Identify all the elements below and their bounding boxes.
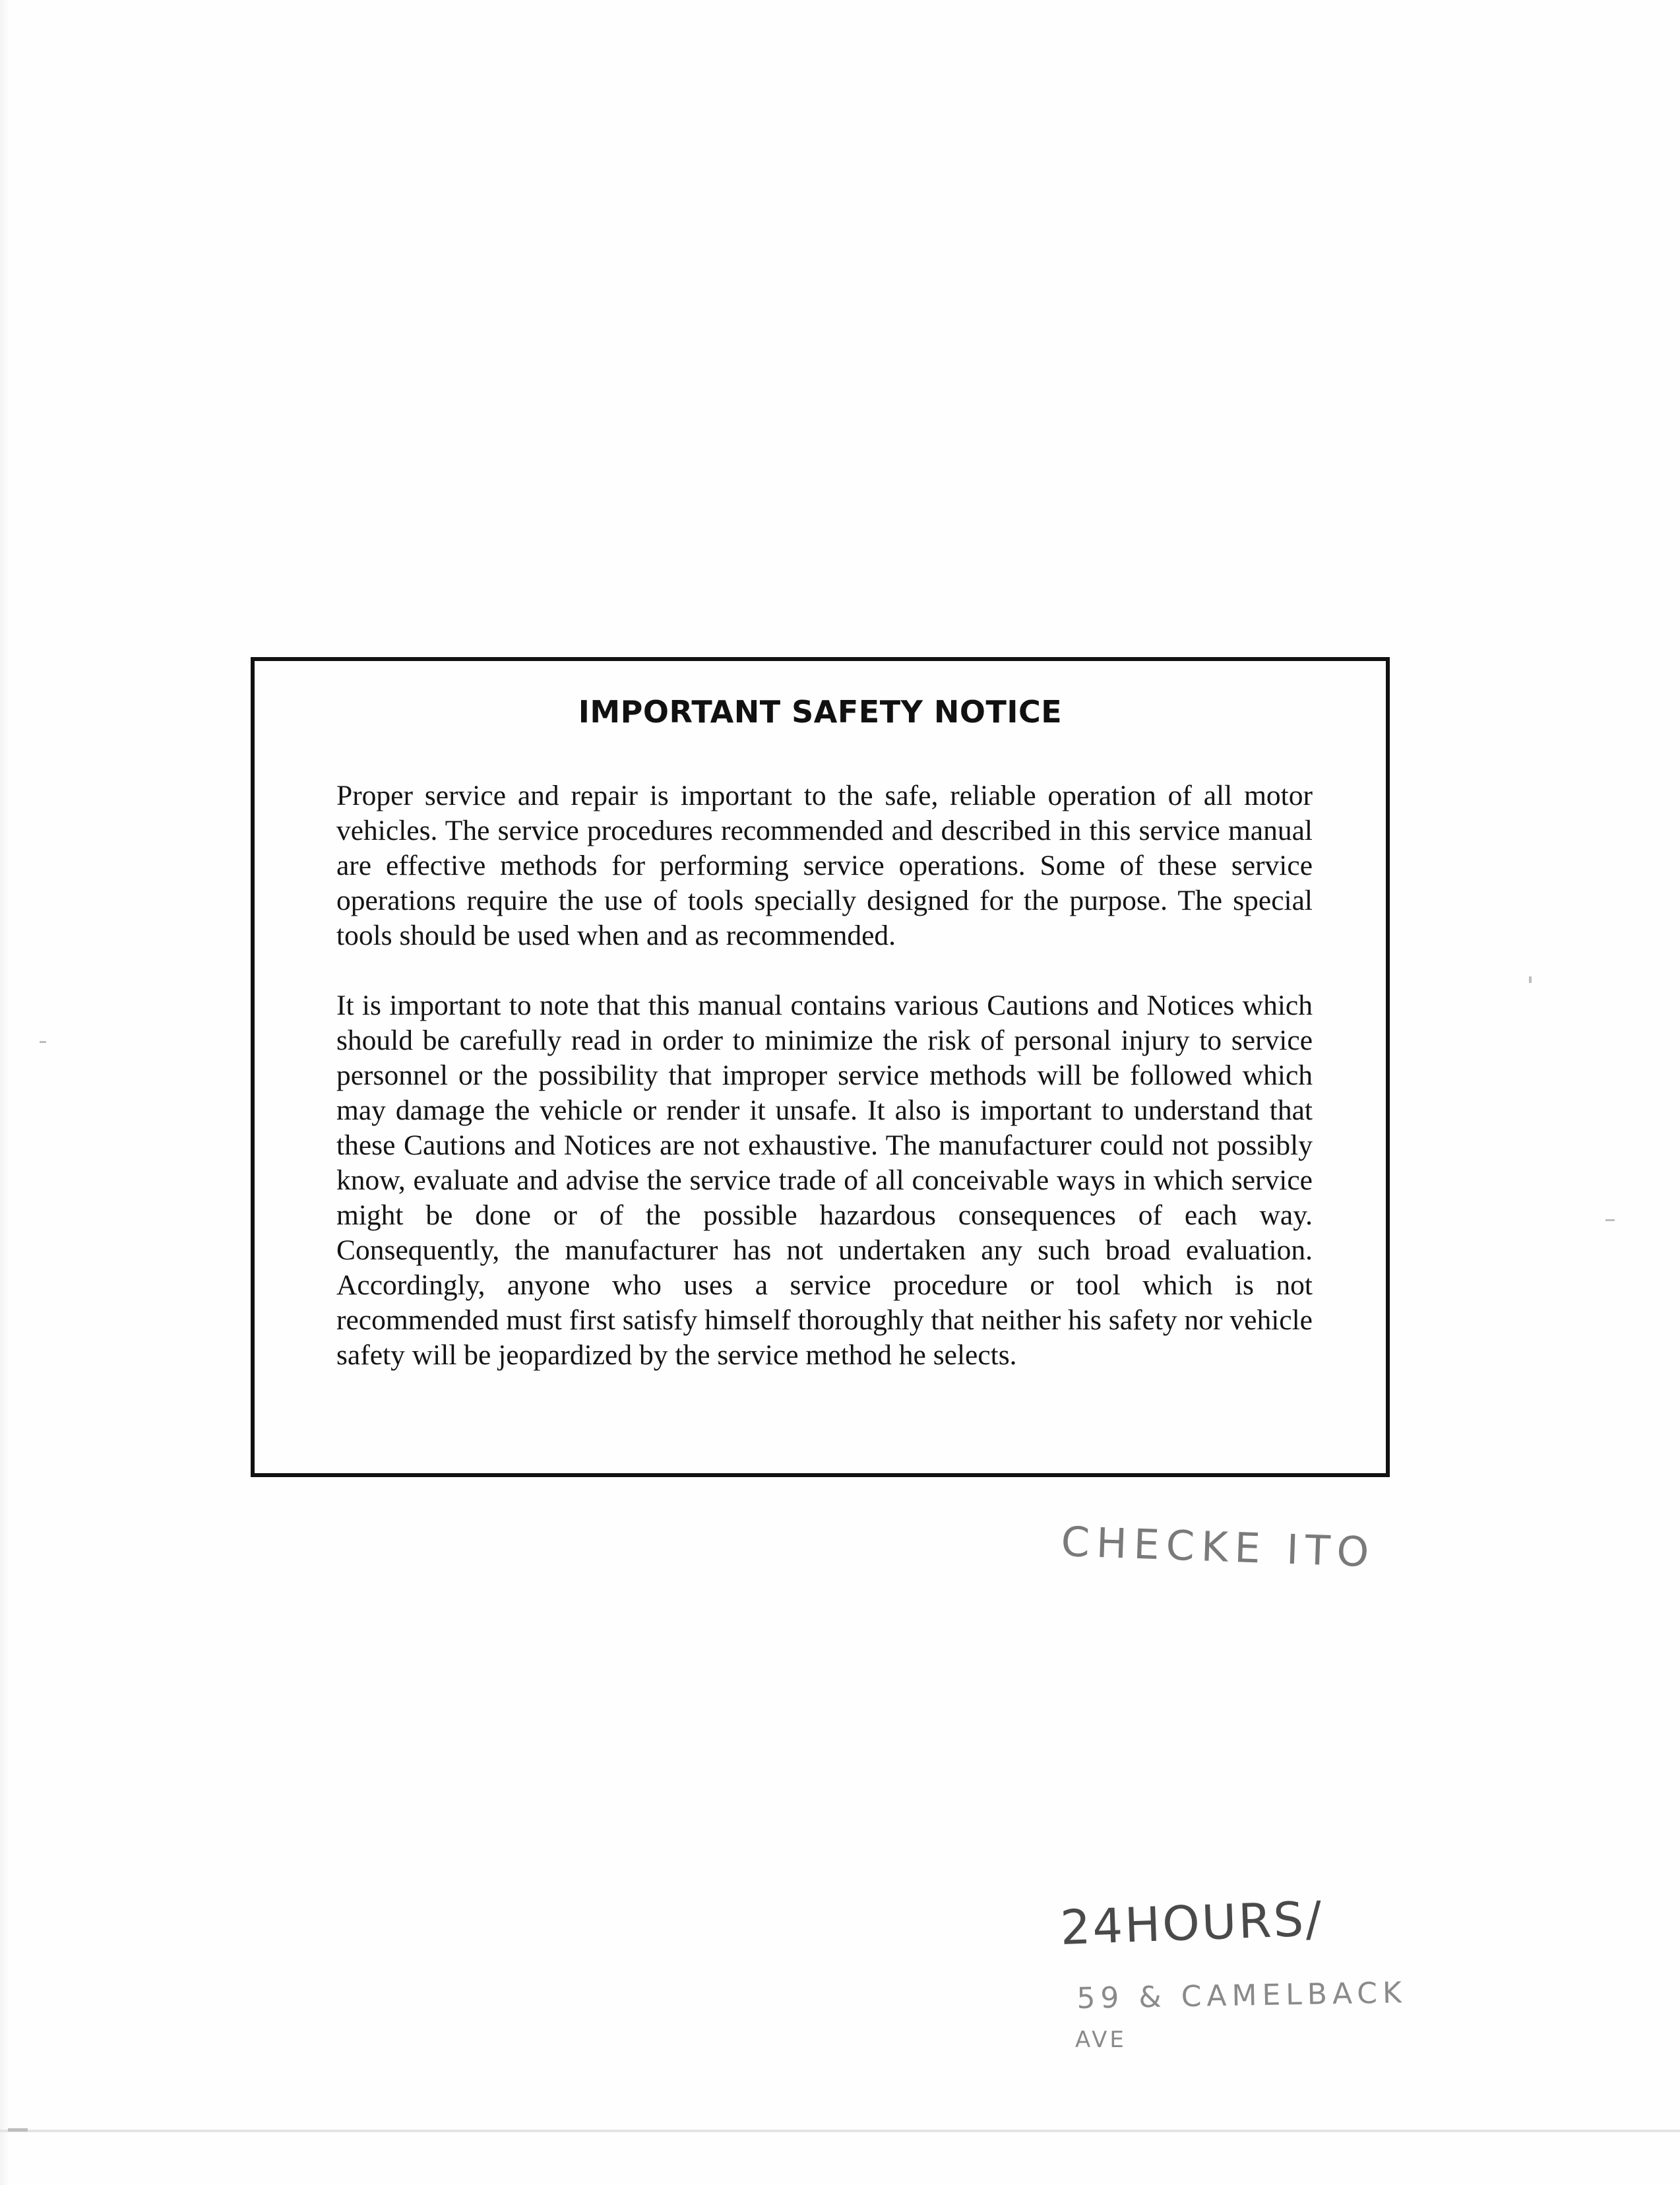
scan-speck [8, 2128, 28, 2132]
notice-title: IMPORTANT SAFETY NOTICE [578, 694, 1063, 730]
handwritten-note-hours: 24HOURS/ [1059, 1891, 1324, 1955]
safety-notice-box [251, 657, 1390, 1477]
scan-speck [1605, 1219, 1615, 1221]
scan-edge-bottom [0, 2130, 1680, 2132]
handwritten-note-street: 59 & CAMELBACK [1076, 1976, 1408, 2015]
handwritten-note-checked: CHECKE ITO [1060, 1517, 1377, 1577]
scan-speck [40, 1041, 46, 1043]
notice-paragraph: It is important to note that this manual contains various Cautions and Notices which should be carefully read in order to minimize the risk of personal injury to service personnel or the possibility that improper service methods will be followed which may damage the vehicle or render it unsafe. It also is important to understand that these Cautions and Notices are not exhaustive. The manufacturer could not possibly know, evaluate and advise the service trade of all conceivable ways in which service might be done or of the possible hazardous consequences of each way. Consequently, the manufacturer has not undertaken any such broad evaluation. Accordingly, anyone who uses a service procedure or tool which is not recommended must first satisfy himself thoroughly that neither his safety nor vehicle safety will be jeopardized by the service method he selects. [336, 990, 1313, 1371]
scan-edge-left [0, 0, 9, 2185]
scan-speck [1529, 976, 1532, 983]
handwritten-note-ave: AVE [1075, 2027, 1127, 2053]
notice-paragraph: Proper service and repair is important to the safe, reliable operation of all motor vehicles. The service procedures recommended and described in this service manual are effective methods for performing service operations. Some of these service operations require the use of tools specially designed for the purpose. The special tools should be used when and as recommended. [336, 780, 1313, 951]
